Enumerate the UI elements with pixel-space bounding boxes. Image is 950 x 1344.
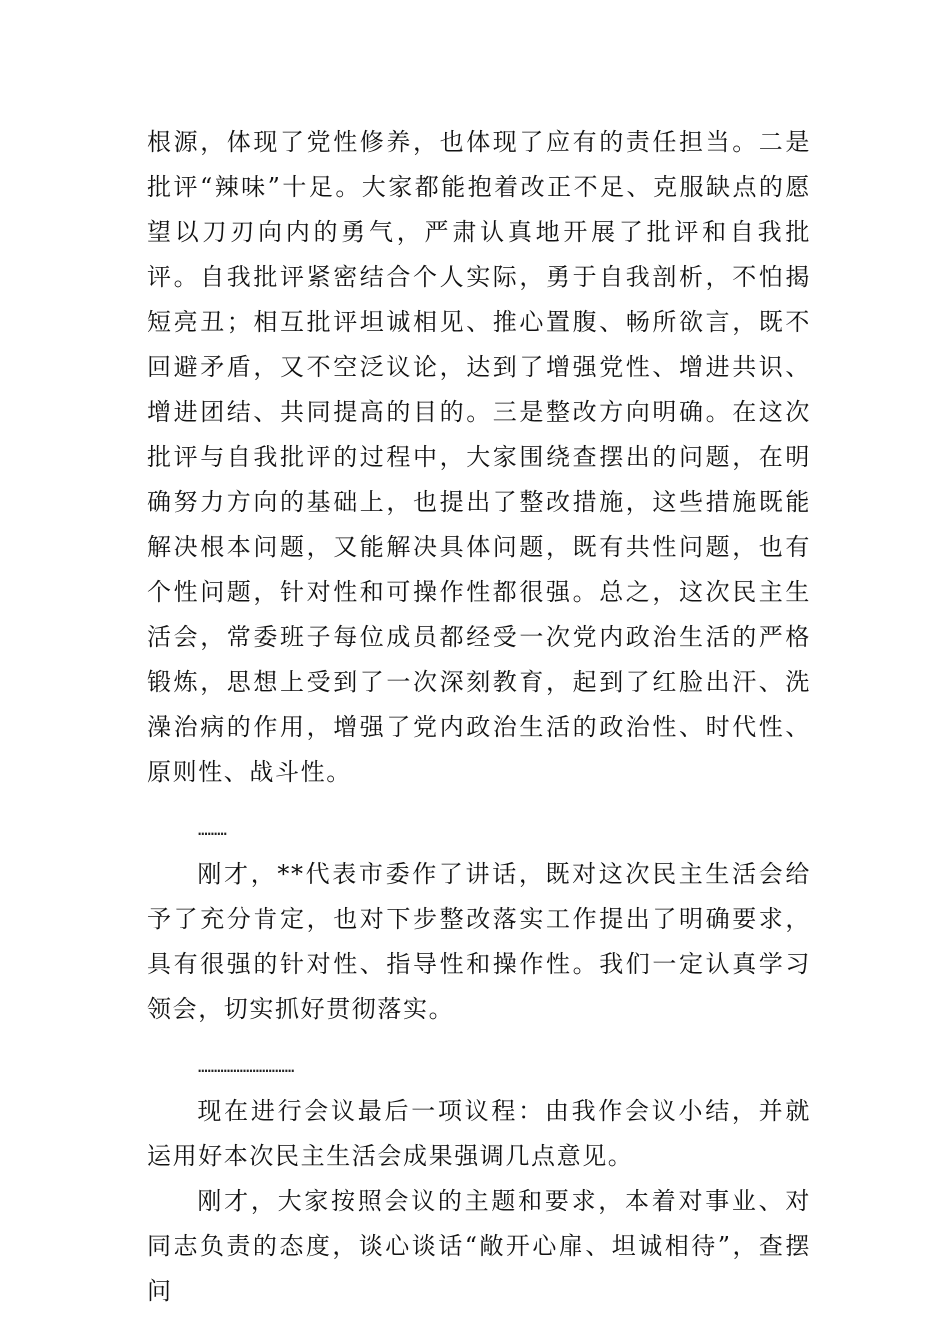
paragraph-summary-start: 刚才，大家按照会议的主题和要求，本着对事业、对同志负责的态度，谈心谈话“敞开心扉、坦诚相待”，查摆问 bbox=[147, 1187, 811, 1305]
spacer bbox=[147, 795, 811, 807]
document-body bbox=[147, 120, 811, 1314]
paragraph-speech-remarks: 刚才，**代表市委作了讲话，既对这次民主生活会给予了充分肯定，也对下步整改落实工作提出了明确要求，具有很强的针对性、指导性和操作性。我们一定认真学习领会，切实抓好贯彻落实。 bbox=[147, 860, 811, 1023]
spacer bbox=[147, 1032, 811, 1044]
paragraph-agenda: 现在进行会议最后一项议程：由我作会议小结，并就运用好本次民主生活会成果强调几点意见。 bbox=[147, 1097, 811, 1170]
paragraph-continuation: 根源，体现了党性修养，也体现了应有的责任担当。二是批评“辣味”十足。大家都能抱着改正不足、克服缺点的愿望以刀刃向内的勇气，严肃认真地开展了批评和自我批评。自我批评紧密结合个人实际，勇于自我剖析，不怕揭短亮丑；相互批评坦诚相见、推心置腹、畅所欲言，既不回避矛盾，又不空泛议论，达到了增强党性、增进共识、增进团结、共同提高的目的。三是整改方向明确。在这次批评与自我批评的过程中，大家围绕查摆出的问题，在明确努力方向的基础上，也提出了整改措施，这些措施既能解决根本问题，又能解决具体问题，既有共性问题，也有个性问题，针对性和可操作性都很强。总之，这次民主生活会，常委班子每位成员都经受一次党内政治生活的严格锻炼，思想上受到了一次深刻教育，起到了红脸出汗、洗澡治病的作用，增强了党内政治生活的政治性、时代性、原则性、战斗性。 bbox=[147, 128, 811, 786]
ellipsis-separator: ……… bbox=[198, 820, 227, 839]
ellipsis-separator-long: ………………………… bbox=[198, 1057, 295, 1076]
